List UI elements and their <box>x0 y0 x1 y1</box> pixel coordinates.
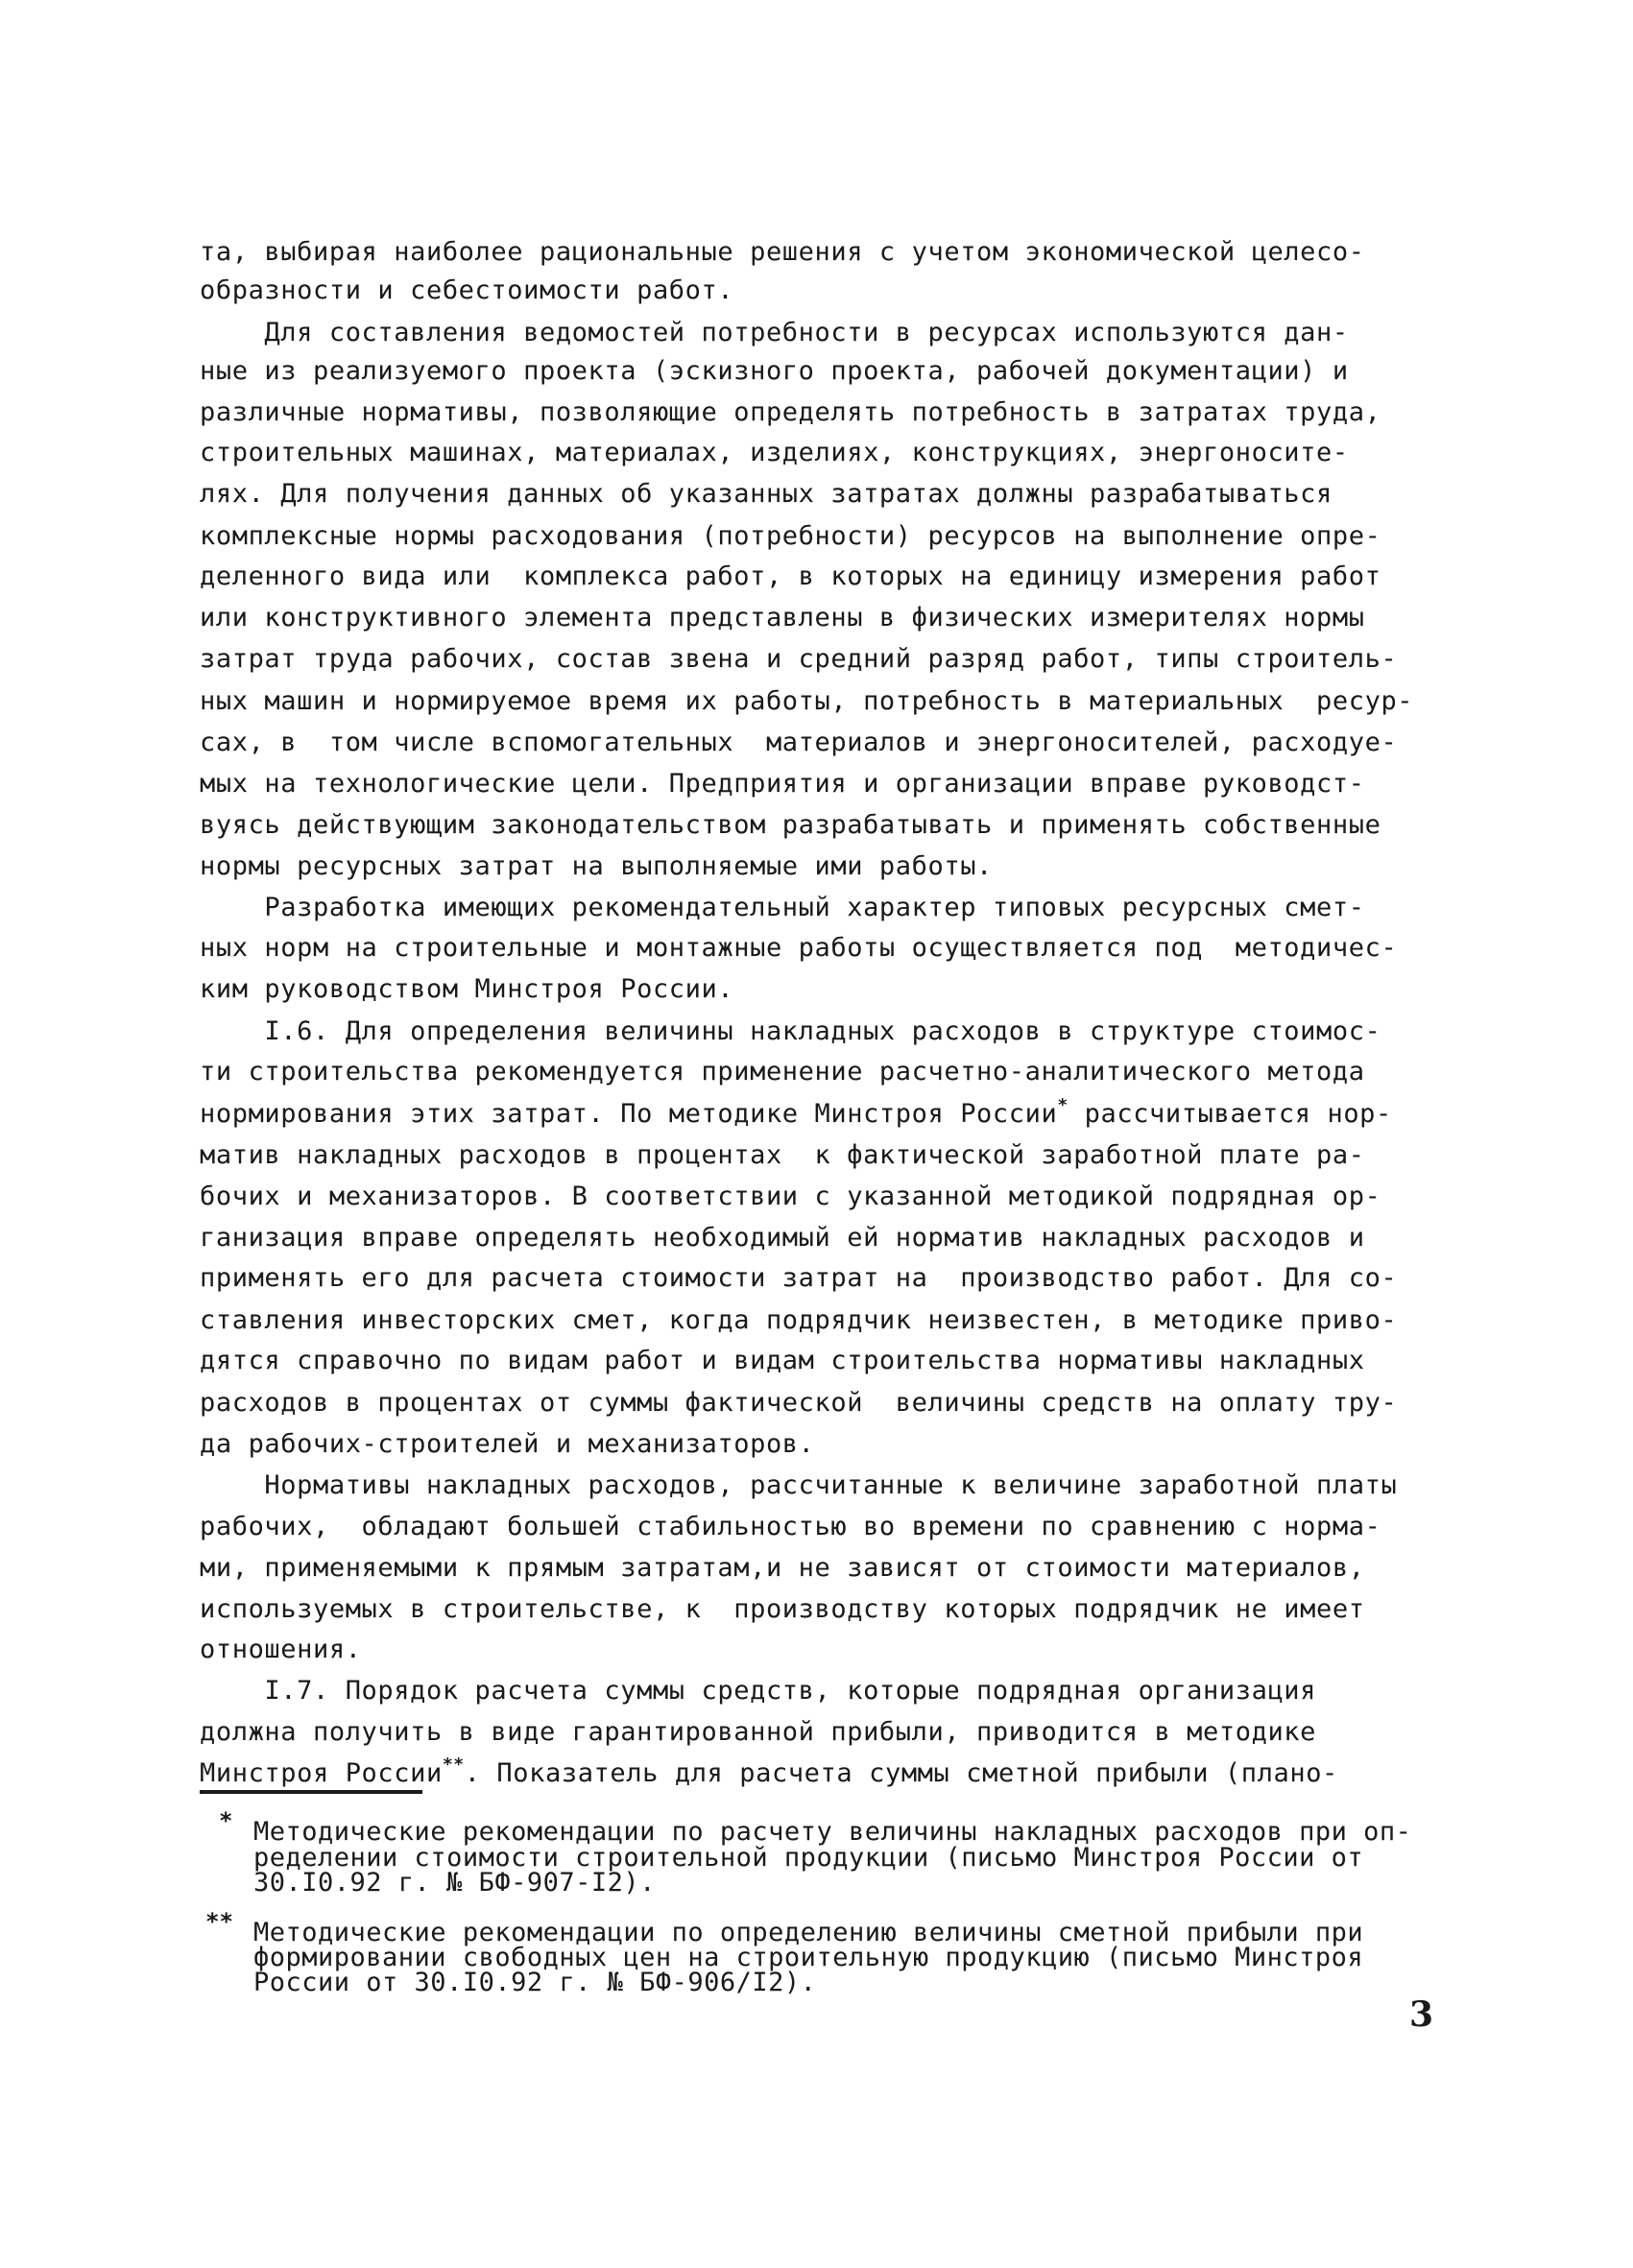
body-line: ми, применяемыми к прямым затратам,и не зависят от стоимости материалов, <box>200 1553 1365 1583</box>
body-line: должна получить в виде гарантированной прибыли, приводится в методике <box>200 1717 1317 1747</box>
body-line: ные из реализуемого проекта (эскизного проекта, рабочей документации) и <box>200 356 1349 386</box>
body-line: строительных машинах, материалах, изделиях, конструкциях, энергоносите- <box>200 438 1349 467</box>
body-line: деленного вида или комплекса работ, в которых на единицу измерения работ <box>200 561 1381 591</box>
body-line: ганизация вправе определять необходимый ей норматив накладных расходов и <box>200 1223 1365 1253</box>
body-line: различные нормативы, позволяющие определять потребность в затратах труда, <box>200 397 1381 427</box>
footnote-line: 30.I0.92 г. № БФ-907-I2). <box>253 1868 656 1898</box>
footnote-line: Методические рекомендации по определению величины сметной прибыли при <box>253 1918 1364 1947</box>
body-line: Нормативы накладных расходов, рассчитанные к величине заработной платы <box>200 1470 1398 1500</box>
body-line: или конструктивного элемента представлены в физических измерителях нормы <box>200 603 1365 633</box>
body-line: мых на технологические цели. Предприятия и организации вправе руководст- <box>200 769 1365 799</box>
body-line: ти строительства рекомендуется применение расчетно-аналитического метода <box>200 1057 1365 1086</box>
body-line: лях. Для получения данных об указанных затратах должны разрабатываться <box>200 479 1333 509</box>
footnote-separator <box>200 1790 422 1794</box>
body-line: затрат труда рабочих, состав звена и средний разряд работ, типы строитель- <box>200 644 1398 674</box>
body-line: ким руководством Минстроя России. <box>200 974 734 1004</box>
body-line: применять его для расчета стоимости затрат на производство работ. Для со- <box>200 1263 1398 1293</box>
body-line: рабочих, обладают большей стабильностью во времени по сравнению с норма- <box>200 1512 1381 1541</box>
body-line: дятся справочно по видам работ и видам строительства нормативы накладных <box>200 1346 1365 1375</box>
body-line: образности и себестоимости работ. <box>200 275 734 305</box>
footnote-mark: * <box>219 1807 233 1834</box>
body-line: та, выбирая наиболее рациональные решения с учетом экономической целесо- <box>200 237 1365 267</box>
body-line: комплексные нормы расходования (потребности) ресурсов на выполнение опре- <box>200 521 1381 551</box>
footnote-line: Методические рекомендации по расчету величины накладных расходов при оп- <box>253 1817 1412 1847</box>
footnote-ref-1: * <box>1057 1095 1069 1115</box>
footnote-ref-2: ** <box>442 1755 465 1775</box>
body-line: используемых в строительстве, к производству которых подрядчик не имеет <box>200 1594 1365 1624</box>
body-line: матив накладных расходов в процентах к фактической заработной плате ра- <box>200 1140 1365 1170</box>
footnote-mark: ** <box>205 1908 233 1935</box>
body-line: Для составления ведомостей потребности в ресурсах используются дан- <box>200 318 1349 347</box>
body-line-text: нормирования этих затрат. По методике Минстроя России <box>200 1099 1058 1129</box>
body-line: отношения. <box>200 1635 362 1664</box>
body-line: ных норм на строительные и монтажные работы осуществляется под методичес- <box>200 933 1398 963</box>
body-line: нормы ресурсных затрат на выполняемые ими работы. <box>200 851 993 881</box>
body-line: I.6. Для определения величины накладных расходов в структуре стоимос- <box>200 1016 1381 1046</box>
body-line: ных машин и нормируемое время их работы, потребность в материальных ресур- <box>200 686 1414 716</box>
body-line: да рабочих-строителей и механизаторов. <box>200 1429 815 1459</box>
body-line: сах, в том числе вспомогательных материалов и энергоносителей, расходуе- <box>200 728 1398 757</box>
body-line <box>200 1095 1392 1136</box>
page-number: 3 <box>1409 1994 1434 2035</box>
body-line: I.7. Порядок расчета суммы средств, которые подрядная организация <box>200 1676 1317 1706</box>
footnote-line: России от 30.I0.92 г. № БФ-906/I2). <box>253 1968 817 1997</box>
body-line: вуясь действующим законодательством разрабатывать и применять собственные <box>200 810 1381 840</box>
body-line: ставления инвесторских смет, когда подрядчик неизвестен, в методике приво- <box>200 1305 1398 1335</box>
footnote-line: формировании свободных цен на строительную продукцию (письмо Минстроя <box>253 1943 1364 1972</box>
body-line-text: рассчитывается нор- <box>1068 1099 1392 1129</box>
body-line: расходов в процентах от суммы фактической величины средств на оплату тру- <box>200 1388 1398 1418</box>
body-line-text: Минстроя России <box>200 1758 443 1788</box>
body-line: бочих и механизаторов. В соответствии с указанной методикой подрядная ор- <box>200 1182 1381 1211</box>
body-line-text: . Показатель для расчета суммы сметной прибыли (плано- <box>464 1758 1338 1788</box>
footnote-line: ределении стоимости строительной продукции (письмо Минстроя России от <box>253 1843 1364 1873</box>
body-line: Разработка имеющих рекомендательный характер типовых ресурсных смет- <box>200 893 1365 922</box>
